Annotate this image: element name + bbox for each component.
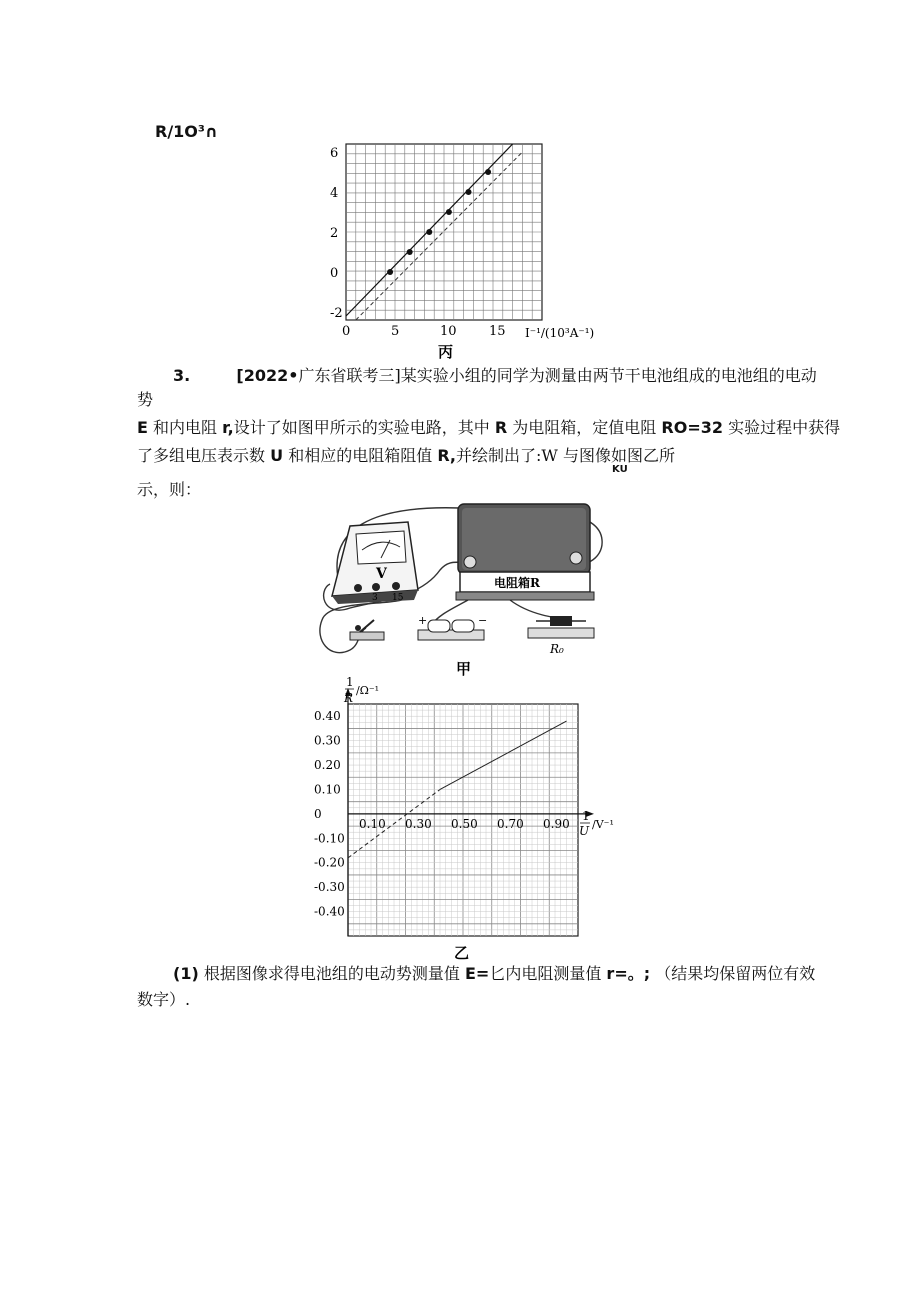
fixed-resistor xyxy=(528,616,594,656)
problem-text: 并绘制出了:W 与图像如图乙所 xyxy=(456,446,675,465)
y-tick-label: 0.20 xyxy=(314,758,341,773)
question-1-text-c: （结果均保留两位有效 xyxy=(655,964,816,983)
x-tick-label: 5 xyxy=(391,324,400,339)
question-1-wrap: 数字）. xyxy=(137,990,191,1009)
x-tick-label: 15 xyxy=(489,324,506,339)
battery-holder xyxy=(418,614,487,640)
y-tick-label: 6 xyxy=(330,146,339,161)
r0-label: R₀ xyxy=(550,642,564,656)
y-tick-label: 2 xyxy=(330,226,339,241)
symbol-U: U xyxy=(270,446,284,465)
figure-bing-caption: 丙 xyxy=(438,343,454,360)
data-point xyxy=(426,229,432,235)
problem-line-1 xyxy=(173,366,817,386)
problem-text: 为电阻箱，定值电阻 xyxy=(512,418,657,437)
symbol-R-comma: R, xyxy=(437,446,457,465)
problem-text: 了多组电压表示数 xyxy=(137,446,266,465)
problem-text: 设计了如图甲所示的实验电路，其中 xyxy=(233,418,490,437)
answer-E-blank: E= xyxy=(464,964,490,983)
symbol-E: E xyxy=(137,418,148,437)
resistance-box-label: 电阻箱R xyxy=(494,576,540,590)
symbol-R: R xyxy=(494,418,508,437)
voltmeter xyxy=(332,522,418,604)
figure-bing-x-label: I⁻¹/(10³A⁻¹) xyxy=(525,326,595,340)
problem-source: [2022• xyxy=(236,366,299,385)
figure-jia-circuit xyxy=(310,500,610,680)
problem-line-2 xyxy=(137,418,840,438)
svg-text:1: 1 xyxy=(582,809,590,823)
symbol-r: r, xyxy=(222,418,234,437)
x-tick-label: 0.70 xyxy=(497,816,524,831)
problem-text: 和相应的电阻箱阻值 xyxy=(288,446,433,465)
battery-minus: − xyxy=(478,614,488,627)
x-tick-label: 0.90 xyxy=(543,816,570,831)
y-tick-label: 0 xyxy=(330,266,339,281)
problem-line-1-wrap: 势 xyxy=(137,390,154,409)
x-tick-label: 10 xyxy=(440,324,457,339)
x-tick-label: 0.10 xyxy=(359,816,386,831)
symbol-R0: RO=32 xyxy=(661,418,723,437)
data-point xyxy=(485,169,491,175)
question-1-text-a: 根据图像求得电池组的电动势测量值 xyxy=(203,964,460,983)
question-1-number: (1) xyxy=(173,964,199,983)
y-tick-label: 0 xyxy=(314,806,322,821)
y-tick-label: -0.10 xyxy=(314,831,345,846)
figure-yi-caption: 乙 xyxy=(454,944,470,962)
figure-bing-chart xyxy=(320,130,620,360)
y-tick-label: 0.10 xyxy=(314,782,341,797)
y-tick-label: -2 xyxy=(330,306,343,321)
resistance-box xyxy=(456,504,594,600)
terminal-label-15: 15 xyxy=(392,593,404,603)
y-tick-label: 0.30 xyxy=(314,733,341,748)
question-1-text-b: 匕内电阻测量值 xyxy=(489,964,602,983)
x-tick-label: 0.30 xyxy=(405,816,432,831)
y-tick-label: -0.20 xyxy=(314,855,345,870)
data-point xyxy=(446,209,452,215)
y-tick-label: 4 xyxy=(330,186,339,201)
problem-line-4: 示，则： xyxy=(137,480,202,499)
answer-r-blank: r=。; xyxy=(606,964,651,983)
figure-bing-grid xyxy=(346,144,542,320)
x-tick-label: 0.50 xyxy=(451,816,478,831)
figure-bing-corner-label: R/1O³∩ xyxy=(155,122,218,141)
problem-line3-sup: KU xyxy=(612,464,628,475)
y-tick-label: -0.40 xyxy=(314,904,345,919)
problem-text: 和内电阻 xyxy=(153,418,218,437)
data-point xyxy=(407,249,413,255)
voltmeter-letter: V xyxy=(376,566,387,582)
terminal-label-3: 3 xyxy=(372,593,378,603)
problem-line-3 xyxy=(137,446,675,466)
problem-line1-text: 广东省联考三]某实验小组的同学为测量由两节干电池组成的电池组的电动 xyxy=(298,366,817,385)
svg-text:/Ω⁻¹: /Ω⁻¹ xyxy=(356,684,380,697)
svg-text:1: 1 xyxy=(346,675,354,689)
question-1-line xyxy=(173,964,815,984)
y-tick-label: 0.40 xyxy=(314,709,341,724)
svg-text:/V⁻¹: /V⁻¹ xyxy=(592,818,614,831)
data-point xyxy=(466,189,472,195)
problem-number: 3. xyxy=(173,366,191,385)
data-point xyxy=(387,269,393,275)
x-tick-label: 0 xyxy=(342,324,351,339)
svg-text:R: R xyxy=(344,691,354,705)
svg-text:U: U xyxy=(579,824,590,838)
figure-yi-x-axis-label xyxy=(579,809,614,838)
battery-plus: + xyxy=(418,614,428,627)
figure-yi-chart xyxy=(298,674,638,964)
switch xyxy=(350,620,384,640)
problem-text: 实验过程中获得 xyxy=(728,418,841,437)
figure-jia-caption: 甲 xyxy=(456,660,472,678)
y-tick-label: -0.30 xyxy=(314,880,345,895)
